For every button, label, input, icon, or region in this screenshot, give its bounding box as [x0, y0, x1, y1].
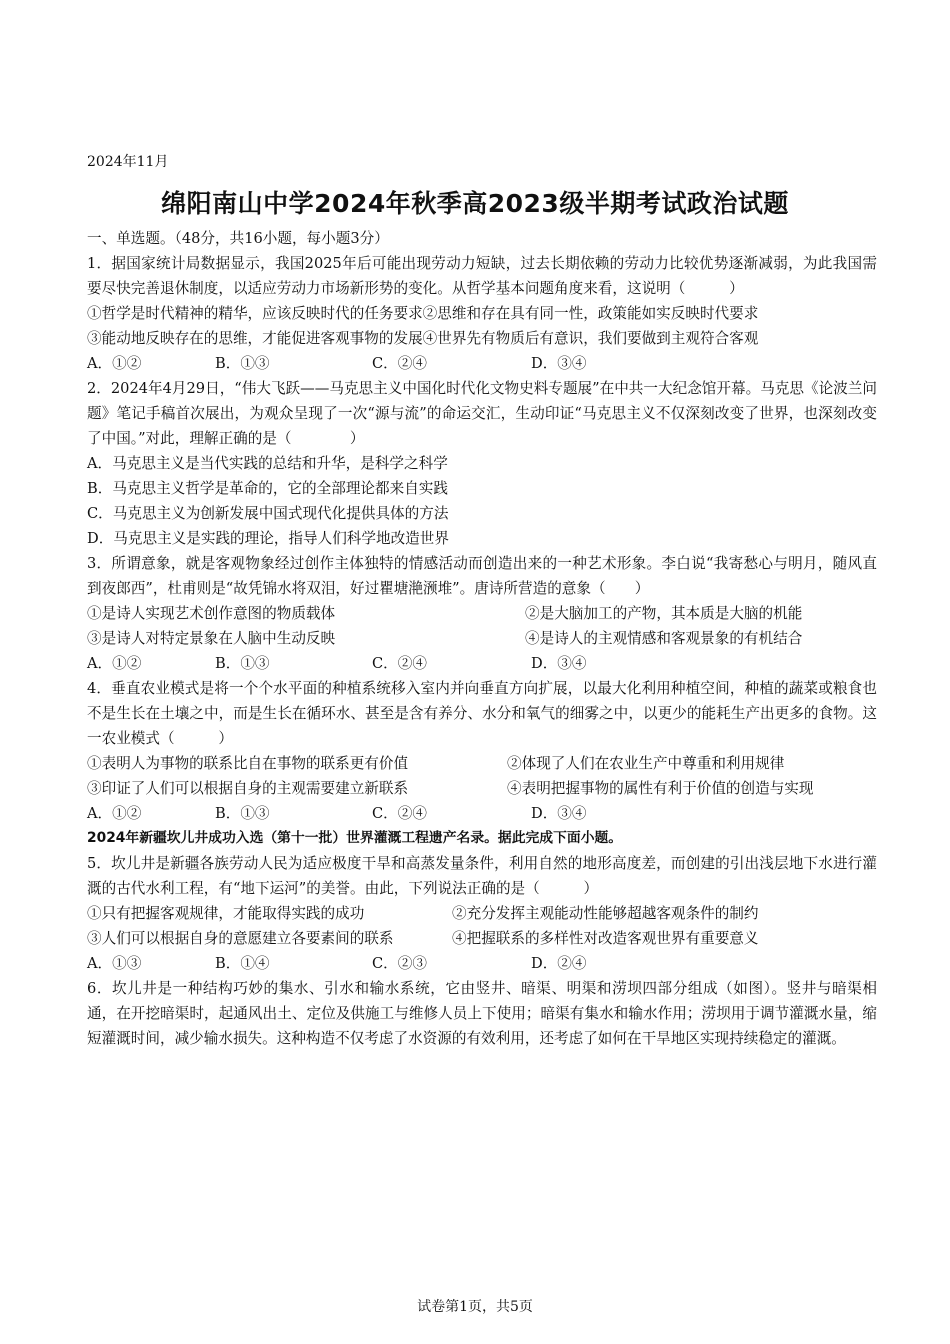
question-3-item: ②是大脑加工的产物，其本质是大脑的机能 — [525, 605, 803, 622]
option-c[interactable]: C．②③ — [372, 955, 427, 972]
option-a[interactable]: A．①② — [87, 655, 142, 672]
question-5-items-row — [87, 901, 877, 926]
option-b[interactable]: B．马克思主义哲学是革命的，它的全部理论都来自实践 — [87, 480, 448, 497]
option-b[interactable]: B．①③ — [215, 655, 270, 672]
question-1-item: ①哲学是时代精神的精华，应该反映时代的任务要求②思维和存在具有同一性，政策能如实反映时代要求 — [87, 305, 759, 322]
question-3-items-row — [87, 601, 877, 626]
exam-body — [87, 226, 877, 1051]
exam-date: 2024年11月 — [87, 154, 169, 170]
question-5-item: ①只有把握客观规律，才能取得实践的成功 — [87, 905, 365, 922]
question-3-item: ④是诗人的主观情感和客观景象的有机结合 — [525, 630, 803, 647]
question-3-options — [87, 651, 877, 676]
question-6-stem: 6．坎儿井是一种结构巧妙的集水、引水和输水系统，它由竖井、暗渠、明渠和涝坝四部分组成（如图）。竖井与暗渠相通，在开挖暗渠时，起通风出土、定位及供施工与维修人员上下使用；暗渠有集水和输水作用；涝坝用于调节灌溉水量，缩短灌溉时间，减少输水损失。这种构造不仅考虑了水资源的有效利用，还考虑了如何在干旱地区实现持续稳定的灌溉。 — [87, 980, 877, 1047]
option-d[interactable]: D．②④ — [531, 955, 587, 972]
option-a[interactable]: A．马克思主义是当代实践的总结和升华，是科学之科学 — [87, 455, 448, 472]
question-4-items-row — [87, 776, 877, 801]
option-c[interactable]: C．②④ — [372, 355, 427, 372]
question-5-item: ④把握联系的多样性对改造客观世界有重要意义 — [452, 930, 759, 947]
option-b[interactable]: B．①③ — [215, 355, 270, 372]
question-3-item: ①是诗人实现艺术创作意图的物质载体 — [87, 605, 336, 622]
question-5-stem: 5．坎儿井是新疆各族劳动人民为适应极度干旱和高蒸发量条件，利用自然的地形高度差，而创建的引出浅层地下水进行灌溉的古代水利工程，有“地下运河”的美誉。由此，下列说法正确的是（ ） — [87, 855, 877, 897]
question-1-options — [87, 351, 877, 376]
question-2-stem: 2．2024年4月29日，“伟大飞跃——马克思主义中国化时代化文物史料专题展”在中共一大纪念馆开幕。马克思《论波兰问题》笔记手稿首次展出，为观众呈现了一次“源与流”的命运交汇，生动印证“马克思主义不仅深刻改变了世界，也深刻改变了中国。”对此，理解正确的是（ ） — [87, 380, 877, 447]
material-intro: 2024年新疆坎儿井成功入选（第十一批）世界灌溉工程遗产名录。据此完成下面小题。 — [87, 830, 623, 846]
page-footer: 试卷第1页，共5页 — [417, 1299, 533, 1315]
question-5-items-row — [87, 926, 877, 951]
option-a[interactable]: A．①③ — [87, 955, 142, 972]
question-5-item: ②充分发挥主观能动性能够超越客观条件的制约 — [452, 905, 759, 922]
option-c[interactable]: C．②④ — [372, 655, 427, 672]
question-3-stem: 3．所谓意象，就是客观物象经过创作主体独特的情感活动而创造出来的一种艺术形象。李白说“我寄愁心与明月，随风直到夜郎西”，杜甫则是“故凭锦水将双泪，好过瞿塘滟滪堆”。唐诗所营造的意象（ ） — [87, 555, 877, 597]
option-d[interactable]: D．③④ — [531, 355, 587, 372]
question-4-options — [87, 801, 877, 826]
option-c[interactable]: C．②④ — [372, 805, 427, 822]
question-1-stem: 1．据国家统计局数据显示，我国2025年后可能出现劳动力短缺，过去长期依赖的劳动力比较优势逐渐减弱，为此我国需要尽快完善退休制度，以适应劳动力市场新形势的变化。从哲学基本问题角度来看，这说明（ ） — [87, 255, 877, 297]
option-c[interactable]: C．马克思主义为创新发展中国式现代化提供具体的方法 — [87, 505, 449, 522]
option-a[interactable]: A．①② — [87, 355, 142, 372]
option-b[interactable]: B．①③ — [215, 805, 270, 822]
option-d[interactable]: D．③④ — [531, 655, 587, 672]
question-3-items-row — [87, 626, 877, 651]
question-4-item: ②体现了人们在农业生产中尊重和利用规律 — [507, 755, 785, 772]
option-d[interactable]: D．马克思主义是实践的理论，指导人们科学地改造世界 — [87, 530, 449, 547]
question-4-items-row — [87, 751, 877, 776]
question-5-options — [87, 951, 877, 976]
option-a[interactable]: A．①② — [87, 805, 142, 822]
question-4-item: ③印证了人们可以根据自身的主观需要建立新联系 — [87, 780, 409, 797]
question-5-item: ③人们可以根据自身的意愿建立各要素间的联系 — [87, 930, 394, 947]
question-4-stem: 4．垂直农业模式是将一个个水平面的种植系统移入室内并向垂直方向扩展，以最大化利用种植空间，种植的蔬菜或粮食也不是生长在土壤之中，而是生长在循环水、甚至是含有养分、水分和氧气的细雾之中，以更少的能耗生产出更多的食物。这一农业模式（ ） — [87, 680, 877, 747]
option-b[interactable]: B．①④ — [215, 955, 270, 972]
question-4-item: ①表明人为事物的联系比自在事物的联系更有价值 — [87, 755, 409, 772]
question-3-item: ③是诗人对特定景象在人脑中生动反映 — [87, 630, 336, 647]
section-heading: 一、单选题。（48分，共16小题，每小题3分） — [87, 230, 389, 247]
question-1-item: ③能动地反映存在的思维，才能促进客观事物的发展④世界先有物质后有意识，我们要做到主观符合客观 — [87, 330, 759, 347]
option-d[interactable]: D．③④ — [531, 805, 587, 822]
question-4-item: ④表明把握事物的属性有利于价值的创造与实现 — [507, 780, 814, 797]
exam-title: 绵阳南山中学2024年秋季高2023级半期考试政治试题 — [161, 189, 789, 218]
